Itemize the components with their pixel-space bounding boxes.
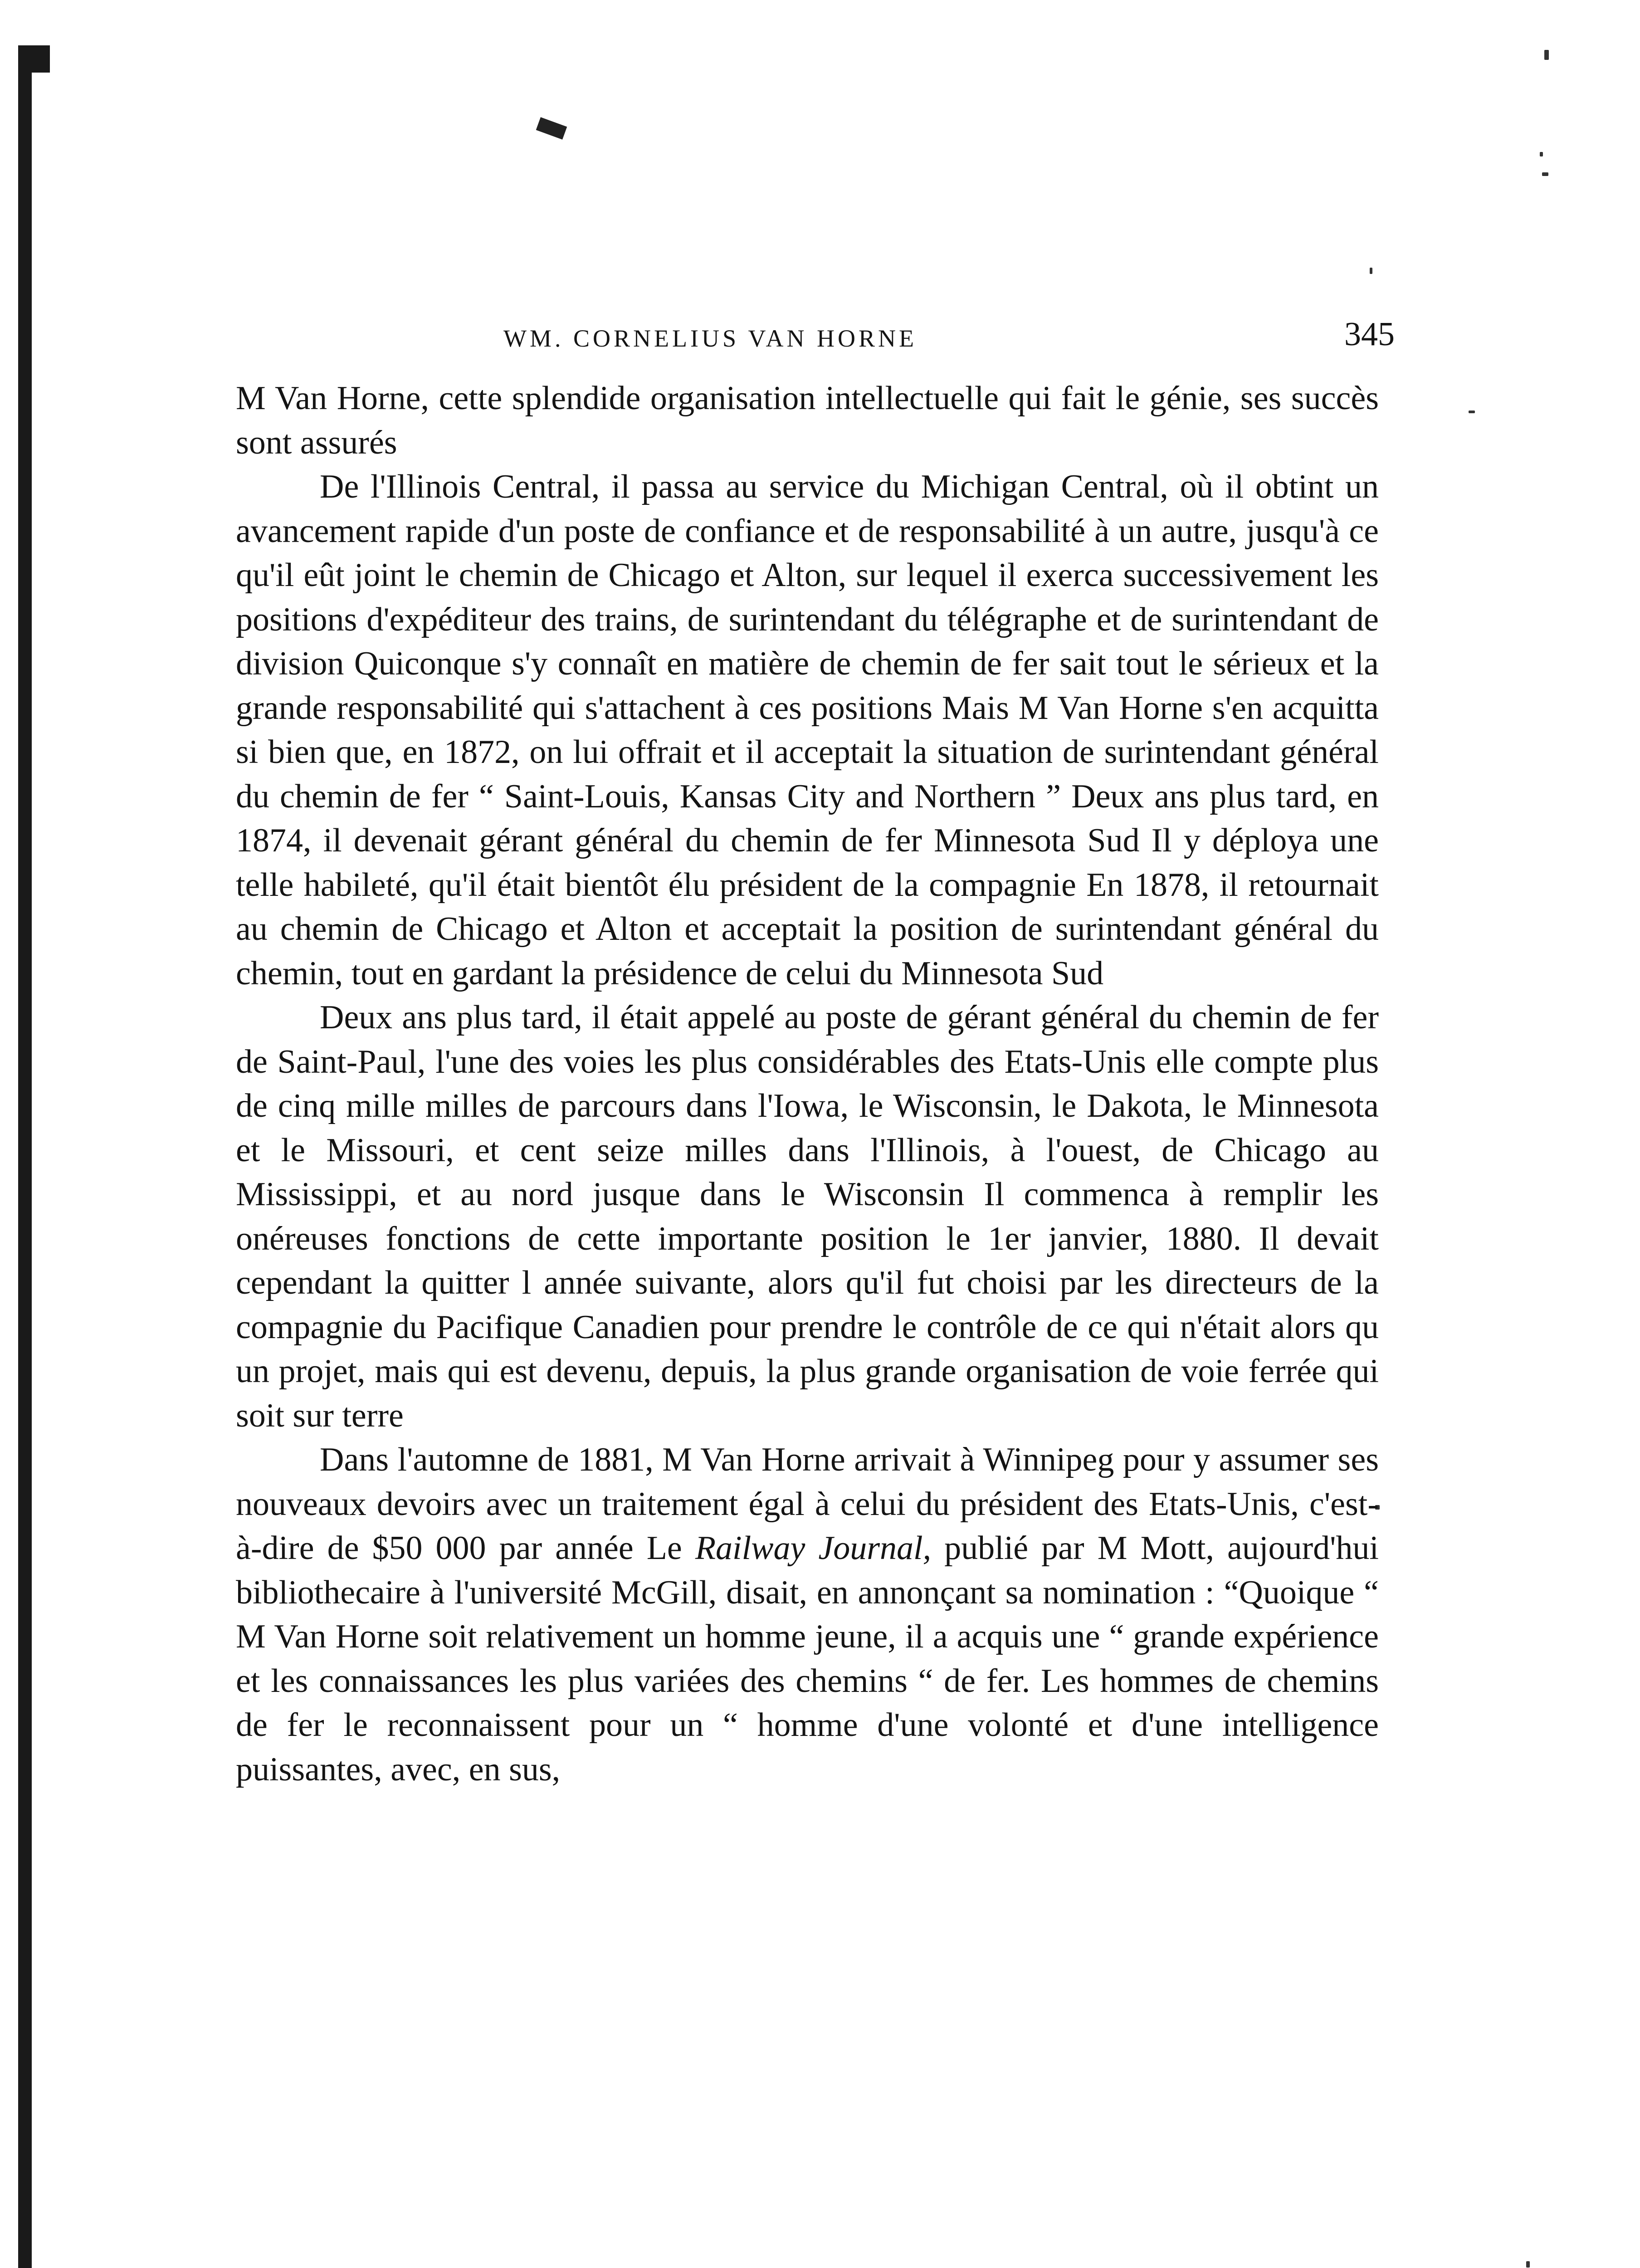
ink-mark — [536, 117, 567, 139]
paragraph — [236, 1438, 1379, 1792]
paragraph: De l'Illinois Central, il passa au service du Michigan Central, où il obtint un avancement rapide d'un poste de confiance et de responsabilité à un autre, jusqu'à ce qu'il eût joint le chemin de Chicago et Alton, sur lequel il exerca successivement les positions d'expéditeur des trains, de surintendant du télégraphe et de surintendant de division Quiconque s'y connaît en matière de chemin de fer sait tout le sérieux et la grande responsabilité qui s'attachent à ces positions Mais M Van Horne s'en acquitta si bien que, en 1872, on lui offrait et il acceptait la situation de surintendant général du chemin de fer “ Saint-Louis, Kansas City and Northern ” Deux ans plus tard, en 1874, il devenait gérant général du chemin de fer Minnesota Sud Il y déploya une telle habileté, qu'il était bientôt élu président de la compagnie En 1878, il retournait au chemin de Chicago et Alton et acceptait la position de surintendant général du chemin, tout en gardant la présidence de celui du Minnesota Sud — [236, 468, 1379, 992]
margin-speck — [1544, 50, 1549, 60]
paragraph: Deux ans plus tard, il était appelé au poste de gérant général du chemin de fer de Saint-Paul, l'une des voies les plus considérables des Etats-Unis elle compte plus de cinq mille milles de parcours dans l'Iowa, le Wisconsin, le Dakota, le Minnesota et le Missouri, et cent seize milles dans l'Illinois, à l'ouest, de Chicago au Mississippi, et au nord jusque dans le Wisconsin Il commenca à remplir les onéreuses fonctions de cette importante position le 1er janvier, 1880. Il devait cependant la quitter l année suivante, alors qu'il fut choisi par les directeurs de la compagnie du Pacifique Canadien pour prendre le contrôle de ce qui n'était alors qu un projet, mais qui est devenu, depuis, la plus grande organisation de voie ferrée qui soit sur terre — [236, 999, 1379, 1434]
paragraph: M Van Horne, cette splendide organisation intellectuelle qui fait le génie, ses succès sont assurés — [236, 380, 1379, 461]
body-text — [236, 376, 1379, 1792]
margin-speck — [1526, 2261, 1530, 2268]
page-number: 345 — [1344, 316, 1395, 353]
margin-speck — [1542, 172, 1548, 176]
paragraph-text: publié par M Mott, aujourd'hui bibliothecaire à l'université McGill, disait, en annonçant sa nomination : “Quoique “ M Van Horne soit relativement un homme jeune, il a acquis une “ grande expérience et les connaissances les plus variées des chemins “ de fer. Les hommes de chemins de fer le reconnaissent pour un “ homme d'une volonté et d'une intelligence puissantes, avec, en sus, — [236, 1530, 1379, 1788]
journal-title: Railway Journal, — [695, 1530, 932, 1567]
margin-speck — [1370, 268, 1372, 274]
page-header — [503, 315, 1395, 365]
running-head: WM. CORNELIUS VAN HORNE — [503, 325, 918, 352]
paragraph-text: Dans l'automne de 1881, M Van Horne arrivait à Winnipeg pour y assumer ses nouveaux devoirs avec un traitement égal à celui du président des Etats-Unis, c'est-à-dire de $50 000 par année Le — [236, 1441, 1379, 1567]
page-edge-shadow — [18, 59, 32, 2268]
margin-speck — [1469, 411, 1475, 413]
margin-speck — [1540, 152, 1543, 156]
